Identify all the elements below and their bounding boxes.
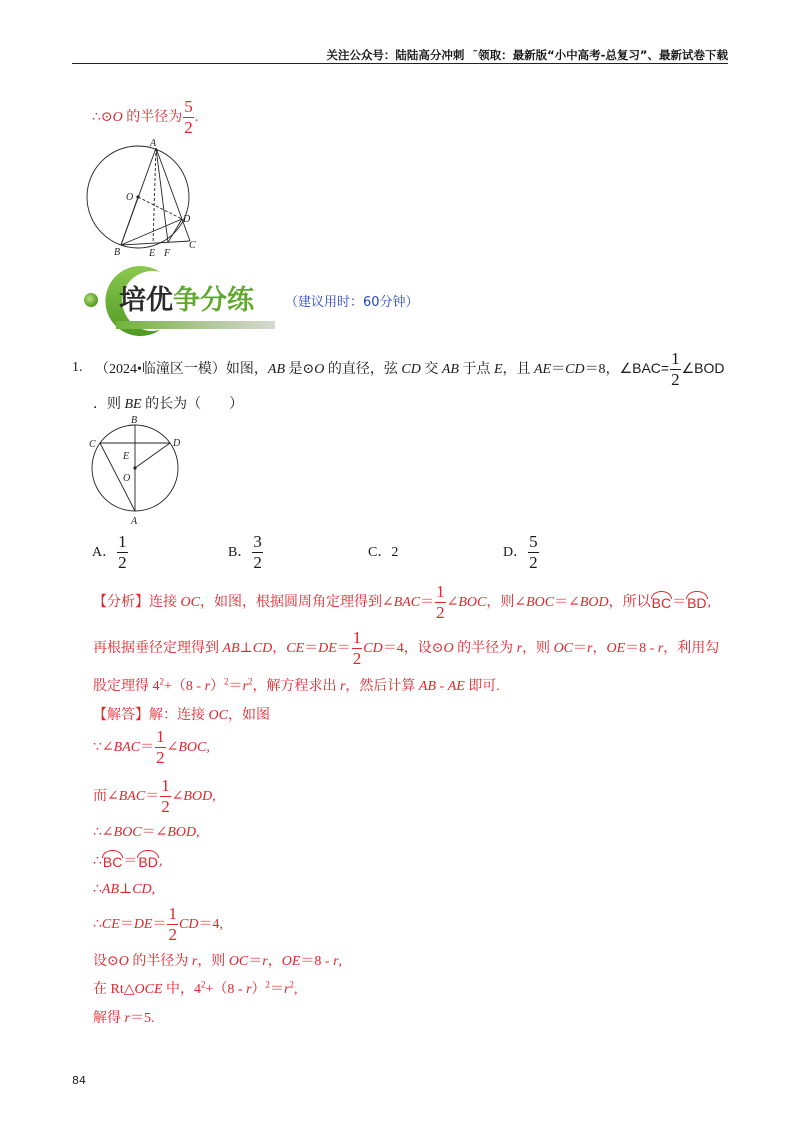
fraction-denominator: 2 [118,553,127,573]
text-run: 设⊙ [93,954,119,969]
text-run: ∵∠ [93,740,114,755]
arc-notation: BC [651,591,672,610]
text-run: ＝ [228,679,243,694]
math-variable: BOD [579,595,609,610]
math-variable: OC [228,954,249,969]
center-point-o [133,466,136,469]
math-variable: AE [447,679,465,694]
fraction-denominator: 2 [352,649,362,669]
segment-ac [156,148,190,241]
banner-title [119,284,254,318]
text-run: ＝ [140,740,155,755]
fraction [167,905,178,944]
header-notice: 关注公众号：陆陆高分冲刺 ˜领取：最新版“小中高考-总复习”、最新试卷下载 [326,48,728,62]
text-run: ＝5. [129,1011,155,1026]
solution-line-2 [93,728,210,768]
fraction-denominator: 2 [161,797,170,817]
text-run: ，则 [522,641,554,656]
segment-od [135,443,170,468]
center-point-o [136,195,139,198]
math-variable: OC [553,641,574,656]
text-run: ＝ [672,595,687,610]
text-run: 交 [420,362,442,377]
text-run: 而∠ [93,789,119,804]
fraction-denominator: 2 [156,748,165,768]
banner-dot [84,293,98,307]
superscript: 2 [159,676,164,687]
text-run: ，利用勾 [663,641,720,656]
superscript: 2 [224,676,229,687]
banner-title-green: 争分练 [173,285,254,316]
text-run: , [707,595,712,610]
text-run: ∴ [93,854,102,869]
text-run: ＝ [573,641,588,656]
math-variable: r [333,954,339,969]
text-run: 的半径为 [128,954,192,969]
text-run: , [158,854,163,869]
previous-conclusion [92,98,198,138]
text-run: ， [267,954,282,969]
text-run: 的长为（ ） [141,397,244,412]
problem-number: 1. [72,360,83,375]
text-run: +（8 - [164,679,205,694]
math-variable: O [112,110,123,125]
suggested-time: （建议用时：60分钟） [285,295,419,310]
page-number: 84 [72,1074,86,1087]
math-variable: E [493,362,503,377]
text-run: ，如图，根据圆周角定理得到∠ [199,595,394,610]
fraction-numerator: 1 [168,904,177,924]
math-variable: OCE [134,982,163,997]
math-variable: r [204,679,211,694]
math-variable: OE [281,954,301,969]
text-run: ＝ [270,982,285,997]
text-run: ＝ [123,854,138,869]
math-variable: CE [286,641,305,656]
text-run: ⊥ [239,641,253,656]
solution-line-3 [93,777,216,817]
label-b: B [114,247,121,258]
fraction-denominator: 2 [168,925,177,945]
text-run: ， [272,641,287,656]
text-run: ＝4，设⊙ [382,641,444,656]
text-run: 再根据垂径定理得到 [93,641,223,656]
text-run: 即可. [464,679,500,694]
text-run: +（8 - [205,982,247,997]
text-run: ＝ [119,917,134,932]
text-run: 于点 [458,362,494,377]
math-variable: BAC [113,740,141,755]
text-run: , [196,825,200,840]
fraction [183,98,194,137]
text-run: , [206,740,210,755]
text-run: ＝∠ [554,595,580,610]
text-run: ＝ [145,789,160,804]
text-run: 是⊙ [285,362,315,377]
text-run: ，则∠ [486,595,527,610]
text-run: B． [228,545,252,560]
fraction [435,583,446,622]
segment-af [156,148,168,242]
text-run: 的半径为 [122,110,183,125]
label-d: D [183,214,191,225]
fraction-denominator: 2 [436,603,445,623]
math-variable: BOD [183,789,213,804]
text-run: 中，4 [162,982,201,997]
text-run: ＝ [248,954,263,969]
text-run: 股定理得 4 [93,679,160,694]
option-b [228,533,264,573]
fraction-numerator: 5 [184,97,193,117]
fraction [160,777,171,816]
fraction [670,350,681,389]
fraction-numerator: 1 [118,532,127,552]
fraction [252,533,263,572]
segment-ae-dashed [153,148,156,243]
label-d: D [173,438,181,449]
fraction [528,533,539,572]
text-run: ＝ [152,917,167,932]
math-variable: BOC [458,595,487,610]
fraction-numerator: 1 [161,776,170,796]
option-c [368,533,398,573]
text-run: ＝ [304,641,319,656]
solution-line-10 [93,999,154,1039]
superscript: 2 [265,979,271,990]
math-variable: CD [401,362,421,377]
label-e: E [123,451,130,462]
math-variable: OC [180,595,200,610]
arc-notation: BD [137,850,158,869]
math-variable: r [587,641,593,656]
segment-bd [121,219,182,245]
math-variable: r [284,982,290,997]
text-run: A． [92,545,117,560]
text-run: （2024•临潼区一模）如图， [95,362,268,377]
figure-2-circle-diagram [85,413,185,530]
math-variable: r [516,641,523,656]
text-run: ，然后计算 [345,679,419,694]
fraction-numerator: 5 [529,532,538,552]
math-variable: DE [133,917,153,932]
math-variable: r [242,679,248,694]
superscript: 2 [247,676,253,687]
text-run: ） [251,982,266,997]
text-run: 【分析】连接 [93,595,181,610]
math-variable: AB [267,362,286,377]
text-run: ＝ [551,362,566,377]
math-variable: O [443,641,454,656]
text-run: 【解答】解：连接 [93,708,209,723]
text-run: ＝4, [198,917,223,932]
fraction-numerator: 1 [671,349,680,369]
arc-notation: BC [102,850,123,869]
text-run: ．则 [93,397,125,412]
label-b: B [131,415,138,426]
math-variable: OC [208,708,228,723]
math-variable: r [124,1011,130,1026]
math-variable: AB [418,679,437,694]
text-run: 在 Rt△ [93,982,135,997]
math-variable: AB [222,641,240,656]
text-run: , [293,982,298,997]
math-variable: AE [534,362,552,377]
text-run: ∴ [93,882,102,897]
banner-title-dark: 培优 [119,285,173,316]
math-variable: CE [101,917,120,932]
fraction-numerator: 1 [436,582,445,602]
option-d [503,533,540,573]
solution-line-6 [93,870,155,910]
math-variable: BE [124,397,142,412]
analysis-line-1 [93,583,711,623]
math-variable: r [657,641,664,656]
segment-bc [121,241,190,245]
math-variable: CD [252,641,273,656]
option-a [92,533,129,573]
text-run: ＝ [420,595,435,610]
text-run: ∴⊙ [92,110,113,125]
text-run: , [151,882,156,897]
math-variable: BOC [113,825,142,840]
math-variable: BAC [118,789,146,804]
math-variable: BOC [526,595,555,610]
text-run: ∴∠ [93,825,114,840]
fraction [352,629,363,668]
label-e: E [149,248,156,259]
label-a: A [150,138,157,149]
segment-ob [121,197,138,245]
problem-stem-line-1 [95,348,724,388]
math-variable: OE [606,641,626,656]
arc-notation: BD [686,591,707,610]
fraction [155,728,166,767]
analysis-line-2 [93,629,719,669]
text-run: C．2 [368,545,399,560]
text-run: ， [592,641,607,656]
text-run: ，解方程求出 [252,679,340,694]
text-run: ＝8 - [300,954,334,969]
label-c: C [89,439,96,450]
solution-line-7 [93,905,223,945]
text-run: D． [503,545,528,560]
math-expression: ∠BAC= [619,360,670,376]
text-run: ∴ [93,917,102,932]
segment-df [168,219,182,242]
math-expression: ∠BOD [681,360,725,376]
text-run: ＝∠ [141,825,168,840]
text-run: ＝8， [584,362,620,377]
math-variable: CD [178,917,199,932]
label-f: F [164,248,171,259]
superscript: 2 [201,979,206,990]
fraction-numerator: 1 [352,628,362,648]
fraction-numerator: 3 [253,532,262,552]
fraction-numerator: 1 [156,727,165,747]
math-variable: DE [318,641,337,656]
label-a: A [131,516,138,527]
text-run: 解得 [93,1011,125,1026]
header-rule [72,63,728,64]
math-variable: AB [101,882,120,897]
text-run: , [338,954,343,969]
text-run: - [436,679,448,694]
fraction-denominator: 2 [253,553,262,573]
label-o: O [126,192,134,203]
text-run: ∠ [171,789,184,804]
math-variable: CD [565,362,585,377]
math-variable: r [246,982,252,997]
fraction-denominator: 2 [184,118,193,138]
text-run: 的直径，弦 [324,362,402,377]
math-variable: CD [363,641,383,656]
text-run: , [212,789,216,804]
text-run: ⊥ [119,882,133,897]
math-variable: O [118,954,129,969]
text-run: . [194,110,199,125]
text-run: 的半径为 [453,641,517,656]
text-run: ＝ [336,641,351,656]
fraction-denominator: 2 [529,553,538,573]
math-variable: AB [441,362,459,377]
text-run: ，且 [502,362,534,377]
math-variable: BAC [393,595,421,610]
banner-underline [116,321,275,329]
text-run: ∠ [166,740,179,755]
math-variable: r [339,679,346,694]
math-variable: O [314,362,325,377]
label-c: C [189,240,196,251]
text-run: ） [210,679,225,694]
fraction-denominator: 2 [671,370,680,390]
figure-1-circle-diagram [80,138,205,263]
math-variable: r [191,954,198,969]
math-variable: r [262,954,268,969]
label-o: O [123,473,131,484]
fraction [117,533,128,572]
math-variable: BOC [178,740,207,755]
text-run: ，如图 [227,708,270,723]
text-run: ，所以 [608,595,651,610]
math-variable: CD [132,882,152,897]
math-variable: BOD [167,825,197,840]
text-run: ＝8 - [625,641,658,656]
text-run: ，则 [197,954,229,969]
superscript: 2 [289,979,294,990]
text-run: ∠ [446,595,459,610]
